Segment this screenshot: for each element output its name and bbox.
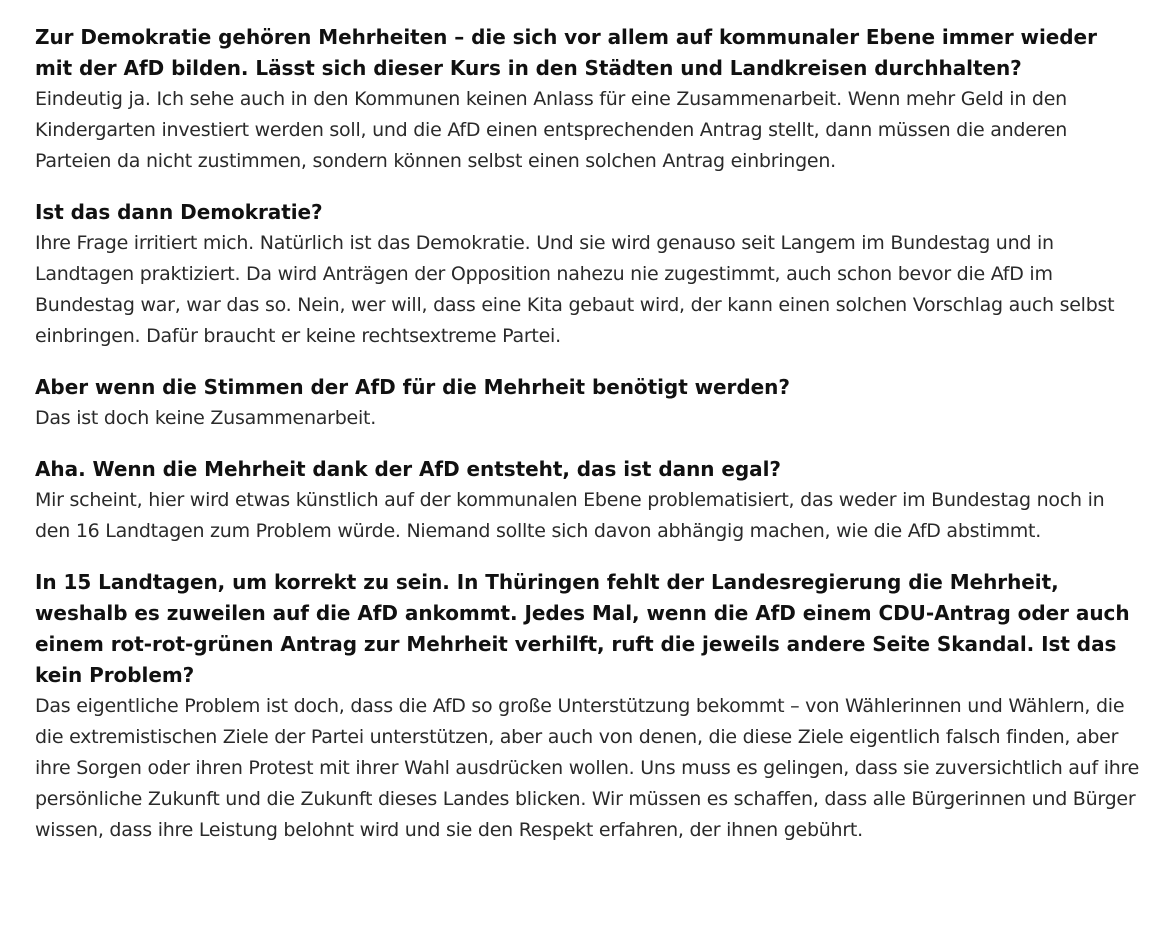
interview-answer: Mir scheint, hier wird etwas künstlich auf der kommunalen Ebene problematisiert, das weder im Bundestag noch in den 16 Landtagen zum Problem würde. Niemand sollte sich davon abhängig machen, wie die AfD abstimmt. — [35, 489, 1105, 542]
qa-block — [35, 22, 1140, 177]
interview-question: Aber wenn die Stimmen der AfD für die Mehrheit benötigt werden? — [35, 375, 790, 399]
interview-answer: Eindeutig ja. Ich sehe auch in den Kommunen keinen Anlass für eine Zusammenarbeit. Wenn mehr Geld in den Kindergarten investiert werden soll, und die AfD einen entsprechenden Antrag stellt, dann müssen die anderen Parteien da nicht zustimmen, sondern können selbst einen solchen Antrag einbringen. — [35, 88, 1068, 172]
qa-block — [35, 372, 1140, 434]
interview-question: Aha. Wenn die Mehrheit dank der AfD entsteht, das ist dann egal? — [35, 457, 781, 481]
interview-question: Zur Demokratie gehören Mehrheiten – die sich vor allem auf kommunaler Ebene immer wieder mit der AfD bilden. Lässt sich dieser Kurs in den Städten und Landkreisen durchhalten? — [35, 25, 1097, 80]
interview-question: In 15 Landtagen, um korrekt zu sein. In Thüringen fehlt der Landesregierung die Mehrheit, weshalb es zuweilen auf die AfD ankommt. Jedes Mal, wenn die AfD einem CDU-Antrag oder auch einem rot-rot-grünen Antrag zur Mehrheit verhilft, ruft die jeweils andere Seite Skandal. Ist das kein Problem? — [35, 570, 1130, 687]
interview-answer: Ihre Frage irritiert mich. Natürlich ist das Demokratie. Und sie wird genauso seit Langem im Bundestag und in Landtagen praktiziert. Da wird Anträgen der Opposition nahezu nie zugestimmt, auch schon bevor die AfD im Bundestag war, war das so. Nein, wer will, dass eine Kita gebaut wird, der kann einen solchen Vorschlag auch selbst einbringen. Dafür braucht er keine rechtsextreme Partei. — [35, 232, 1115, 347]
interview-answer: Das ist doch keine Zusammenarbeit. — [35, 407, 376, 429]
qa-block — [35, 454, 1140, 547]
interview-question: Ist das dann Demokratie? — [35, 200, 323, 224]
qa-block — [35, 567, 1140, 846]
qa-block — [35, 197, 1140, 352]
interview-answer: Das eigentliche Problem ist doch, dass die AfD so große Unterstützung bekommt – von Wählerinnen und Wählern, die die extremistischen Ziele der Partei unterstützen, aber auch von denen, die diese Ziele eigentlich falsch finden, aber ihre Sorgen oder ihren Protest mit ihrer Wahl ausdrücken wollen. Uns muss es gelingen, dass sie zuversichtlich auf ihre persönliche Zukunft und die Zukunft dieses Landes blicken. Wir müssen es schaffen, dass alle Bürgerinnen und Bürger wissen, dass ihre Leistung belohnt wird und sie den Respekt erfahren, der ihnen gebührt. — [35, 695, 1140, 841]
